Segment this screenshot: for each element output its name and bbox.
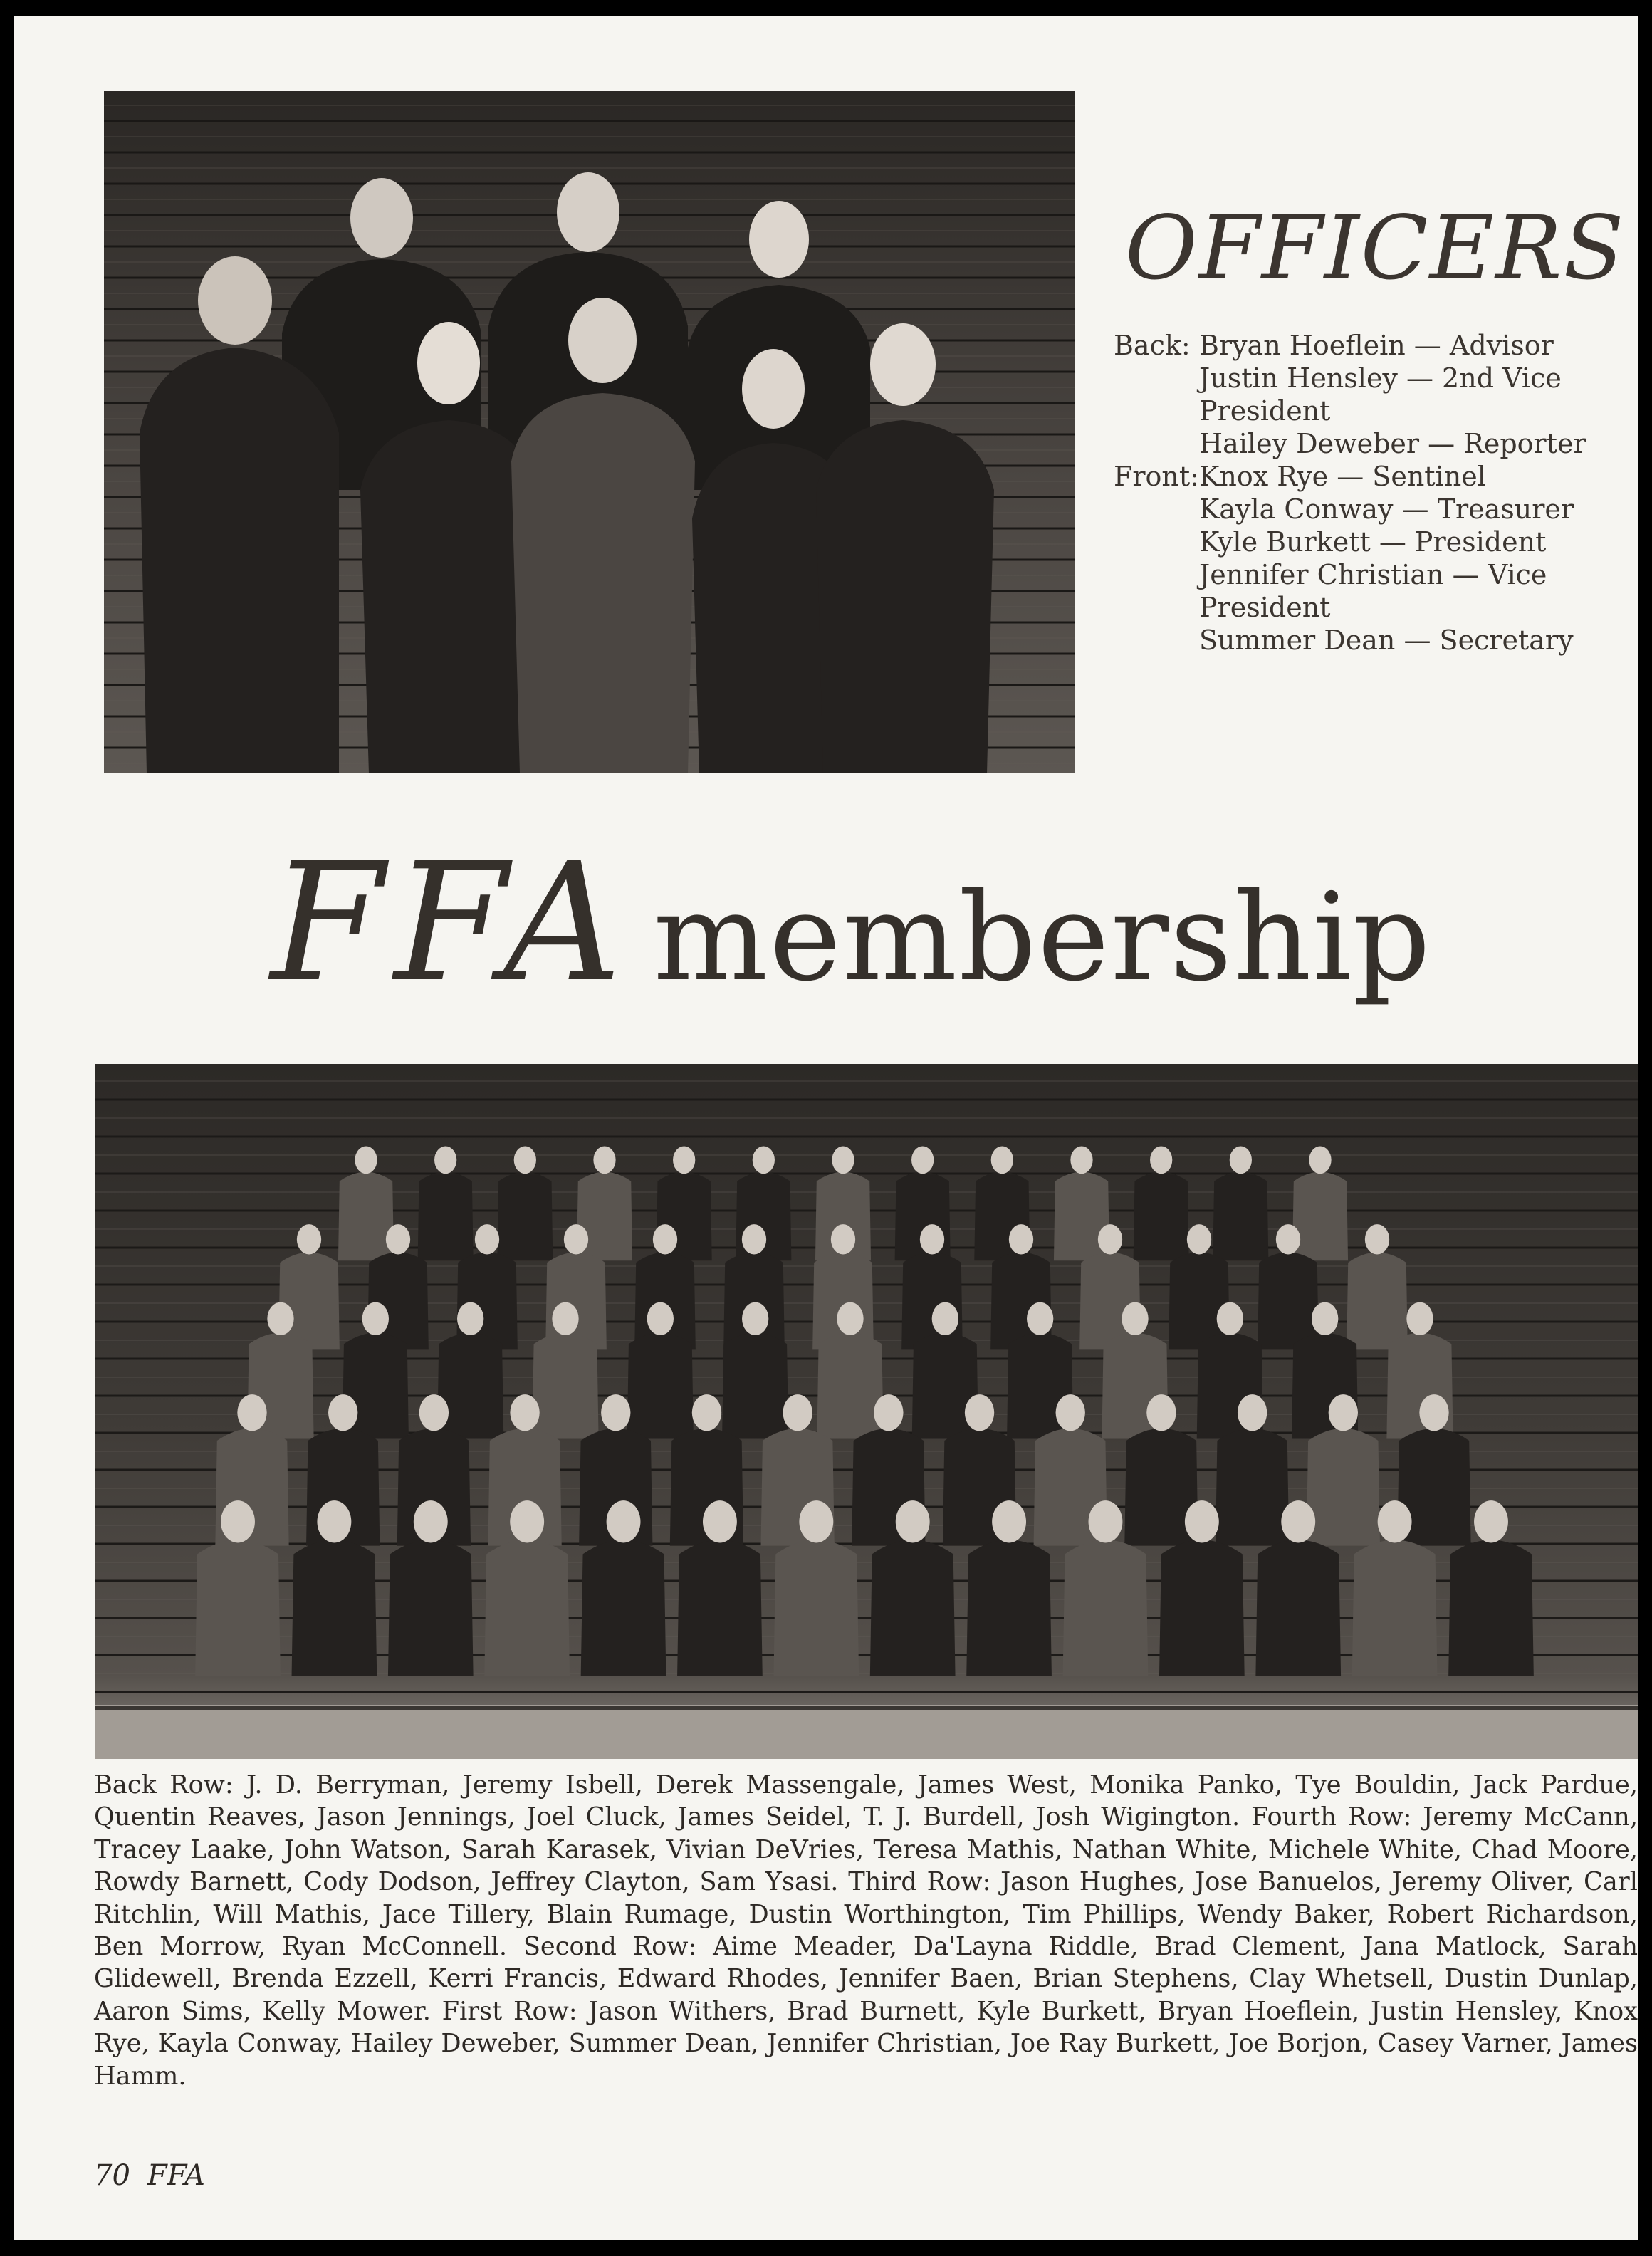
officers-title: OFFICERS (1125, 197, 1626, 300)
caption-line: Jennifer Christian — Vice (1199, 559, 1547, 590)
yearbook-page (14, 16, 1638, 2240)
officers-caption (1114, 329, 1633, 657)
caption-line: Justin Hensley — 2nd Vice (1199, 362, 1562, 394)
officers-photo (104, 91, 1075, 773)
caption-group-label: Front: (1114, 461, 1199, 492)
caption-line: President (1199, 592, 1331, 623)
membership-caption: Back Row: J. D. Berryman, Jeremy Isbell, Derek Massengale, James West, Monika Panko, Tye Bouldin, Jack Pardue, Quentin Reaves, Jason Jennings, Joel Cluck, James Seidel, T. J. Burdell, Josh Wigington. Fourth Row: Jeremy McCann, Tracey Laake, John Watson, Sarah Karasek, Vivian DeVries, Teresa Mathis, Nathan White, Michele White, Chad Moore, Rowdy Barnett, Cody Dodson, Jeffrey Clayton, Sam Ysasi. Third Row: Jason Hughes, Jose Banuelos, Jeremy Oliver, Carl Ritchlin, Will Mathis, Jace Tillery, Blain Rumage, Dustin Worthington, Tim Phillips, Wendy Baker, Robert Richardson, Ben Morrow, Ryan McConnell. Second Row: Aime Meader, Da'Layna Riddle, Brad Clement, Jana Matlock, Sarah Glidewell, Brenda Ezzell, Kerri Francis, Edward Rhodes, Jennifer Baen, Brian Stephens, Clay Whetsell, Dustin Dunlap, Aaron Sims, Kelly Mower. First Row: Jason Withers, Brad Burnett, Kyle Burkett, Bryan Hoeflein, Justin Hensley, Knox Rye, Kayla Conway, Hailey Deweber, Summer Dean, Jennifer Christian, Joe Ray Burkett, Joe Borjon, Casey Varner, James Hamm. (94, 1770, 1638, 2091)
caption-line: Kayla Conway — Treasurer (1199, 494, 1574, 525)
page-section: FFA (147, 2159, 205, 2192)
page-title (271, 828, 1624, 1018)
officers-back-group (1114, 329, 1633, 460)
page-title-membership: membership (653, 867, 1432, 1008)
caption-line: Summer Dean — Secretary (1199, 625, 1574, 656)
caption-line: Hailey Deweber — Reporter (1199, 428, 1586, 459)
caption-line: President (1199, 395, 1331, 427)
caption-group-label: Back: (1114, 330, 1191, 361)
page-number: 70 (94, 2159, 130, 2192)
page-title-ffa: FFA (271, 828, 632, 1018)
officers-front-group (1114, 460, 1633, 657)
caption-line: Knox Rye — Sentinel (1199, 461, 1486, 492)
caption-line: Kyle Burkett — President (1199, 526, 1547, 558)
membership-group-photo (95, 1064, 1638, 1759)
page-footer (94, 2159, 205, 2192)
officers-photo-image (104, 91, 1075, 773)
membership-group-photo-image (95, 1064, 1638, 1759)
caption-line: Bryan Hoeflein — Advisor (1199, 330, 1554, 361)
